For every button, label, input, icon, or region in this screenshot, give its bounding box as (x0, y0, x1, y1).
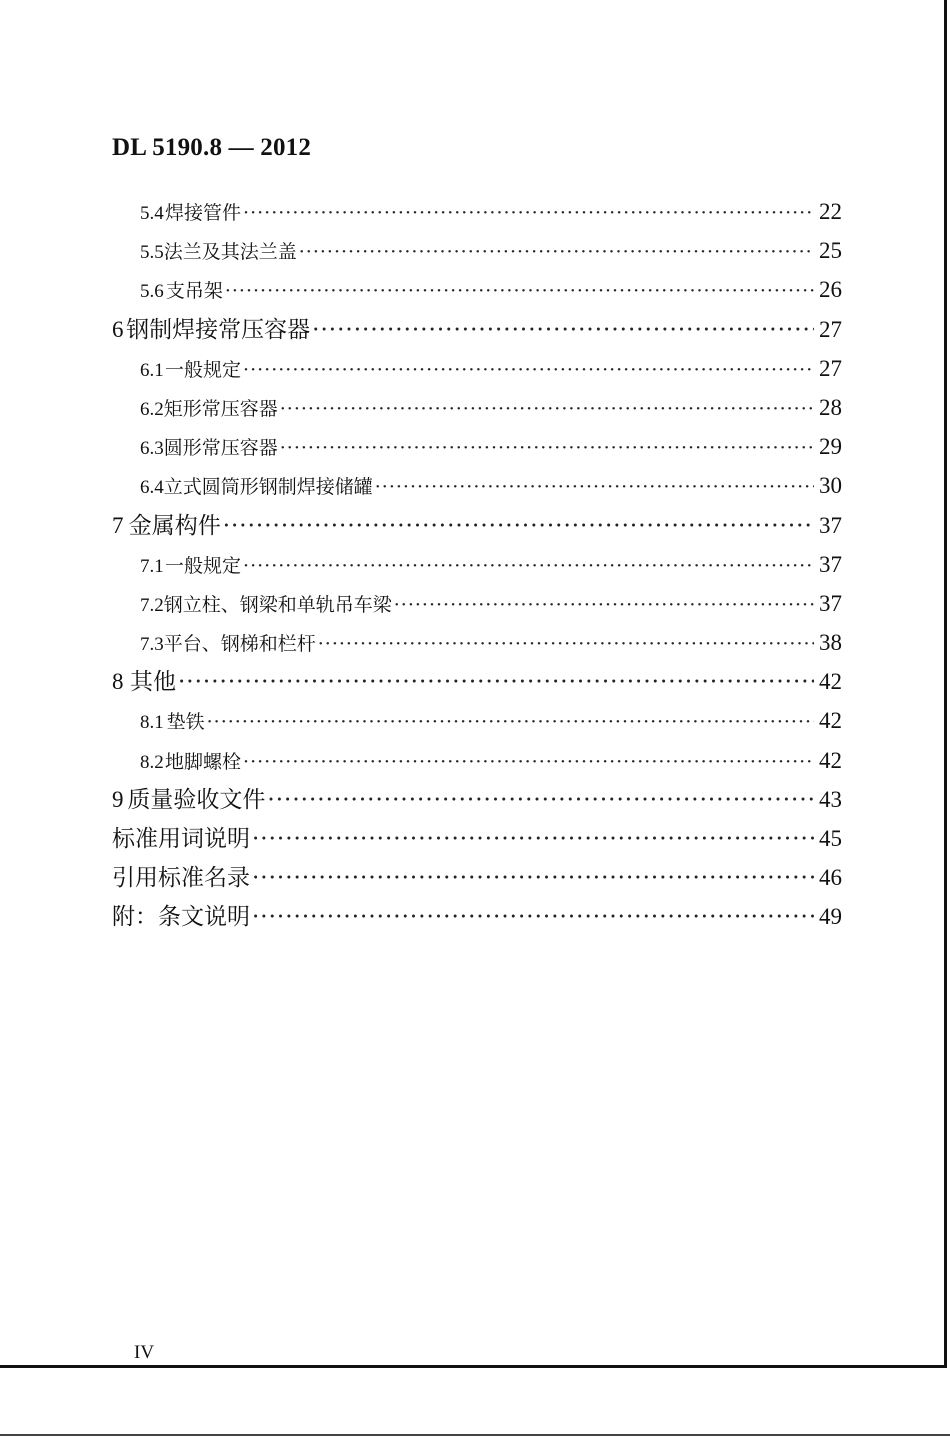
dot-leader (243, 351, 814, 390)
table-of-contents (112, 192, 842, 937)
toc-entry (112, 427, 842, 466)
toc-entry (112, 349, 842, 388)
toc-entry-title: 标准用词说明 (112, 826, 250, 852)
toc-entry-number: 7.1 (140, 555, 164, 577)
toc-entry-page: 30 (819, 473, 842, 499)
toc-entry (112, 701, 842, 740)
toc-entry-title: 钢立柱、钢梁和单轨吊车梁 (163, 593, 392, 616)
dot-leader (252, 898, 814, 937)
toc-entry (112, 231, 842, 270)
dot-leader (252, 859, 814, 898)
dot-leader (178, 663, 814, 702)
toc-entry-page: 22 (819, 199, 842, 224)
toc-entry-page: 45 (819, 826, 842, 851)
toc-entry-title: 钢制焊接常压容器 (126, 316, 311, 343)
toc-entry-title: 金属构件 (128, 512, 221, 539)
toc-entry-number: 5.4 (140, 203, 164, 224)
dot-leader (207, 703, 814, 742)
toc-entry (112, 270, 842, 309)
toc-entry-page: 29 (819, 434, 842, 460)
dot-leader (318, 625, 814, 664)
toc-entry-number: 8 (112, 669, 124, 695)
toc-entry-page: 38 (819, 630, 842, 656)
toc-entry-number: 6 (112, 316, 124, 342)
dot-leader (299, 233, 814, 272)
toc-entry-page: 37 (819, 551, 842, 577)
toc-entry-title: 立式圆筒形钢制焊接储罐 (163, 476, 373, 499)
toc-entry-number: 6.3 (140, 438, 164, 460)
toc-entry-title: 焊接管件 (165, 202, 242, 224)
toc-entry-page: 26 (819, 277, 842, 303)
dot-leader (280, 429, 814, 468)
dot-leader (280, 390, 814, 429)
toc-entry-number: 5.5 (140, 242, 164, 264)
toc-entry (112, 741, 842, 780)
toc-entry-number: 7.2 (140, 594, 164, 616)
dot-leader (375, 468, 814, 507)
toc-entry-title: 地脚螺栓 (165, 750, 242, 773)
dot-leader (394, 586, 814, 625)
page-number: IV (134, 1342, 155, 1363)
dot-leader (267, 781, 814, 820)
toc-entry-page: 49 (819, 904, 842, 930)
toc-entry-page: 28 (819, 394, 842, 420)
toc-entry-page: 43 (819, 786, 842, 812)
toc-entry-number: 7.3 (140, 634, 164, 656)
toc-entry-title: 质量验收文件 (127, 786, 266, 813)
toc-entry-number: 6.4 (140, 477, 164, 499)
toc-entry-title: 附：条文说明 (112, 904, 250, 931)
toc-entry-page: 42 (819, 708, 842, 734)
toc-entry-page: 42 (819, 747, 842, 773)
toc-entry-title: 其他 (129, 669, 176, 696)
dot-leader (252, 820, 814, 859)
toc-entry-number: 6.1 (140, 359, 164, 381)
toc-entry-title: 圆形常压容器 (163, 437, 278, 460)
toc-entry-page: 46 (819, 865, 842, 891)
toc-entry (112, 388, 842, 427)
dot-leader (243, 743, 814, 782)
document-code: DL 5190.8 — 2012 (112, 134, 312, 161)
toc-entry-number: 7 (112, 512, 124, 538)
toc-entry-page: 37 (819, 512, 842, 538)
toc-entry-number: 6.2 (140, 398, 164, 420)
toc-entry (112, 819, 842, 858)
toc-entry-title: 一般规定 (165, 554, 242, 577)
toc-entry-title: 法兰及其法兰盖 (163, 241, 297, 264)
toc-entry (112, 192, 842, 231)
toc-entry-page: 27 (819, 316, 842, 342)
dot-leader (223, 507, 814, 546)
scan-edge-line (0, 1434, 950, 1436)
toc-entry-page: 42 (819, 669, 842, 695)
dot-leader (243, 547, 814, 586)
toc-entry-number: 8.2 (140, 751, 164, 773)
toc-entry-number: 9 (112, 786, 124, 812)
dot-leader (225, 272, 814, 311)
toc-entry (112, 310, 842, 349)
dot-leader (312, 311, 814, 350)
toc-entry (112, 662, 842, 701)
toc-entry-page: 25 (819, 238, 842, 264)
toc-entry-page: 27 (819, 355, 842, 381)
toc-entry-title: 平台、钢梯和栏杆 (163, 633, 316, 656)
toc-entry (112, 897, 842, 936)
toc-entry (112, 545, 842, 584)
toc-entry-title: 引用标准名录 (112, 865, 250, 892)
toc-entry-title: 垫铁 (166, 711, 205, 734)
dot-leader (243, 194, 814, 233)
toc-entry (112, 466, 842, 505)
toc-entry-title: 一般规定 (165, 358, 242, 381)
toc-entry-number: 8.1 (140, 712, 164, 734)
toc-entry (112, 858, 842, 897)
toc-entry (112, 780, 842, 819)
toc-entry-page: 37 (819, 590, 842, 616)
toc-entry (112, 506, 842, 545)
toc-entry (112, 623, 842, 662)
toc-entry-number: 5.6 (140, 281, 164, 303)
toc-entry (112, 584, 842, 623)
toc-entry-title: 支吊架 (165, 280, 223, 303)
toc-entry-title: 矩形常压容器 (163, 397, 278, 420)
